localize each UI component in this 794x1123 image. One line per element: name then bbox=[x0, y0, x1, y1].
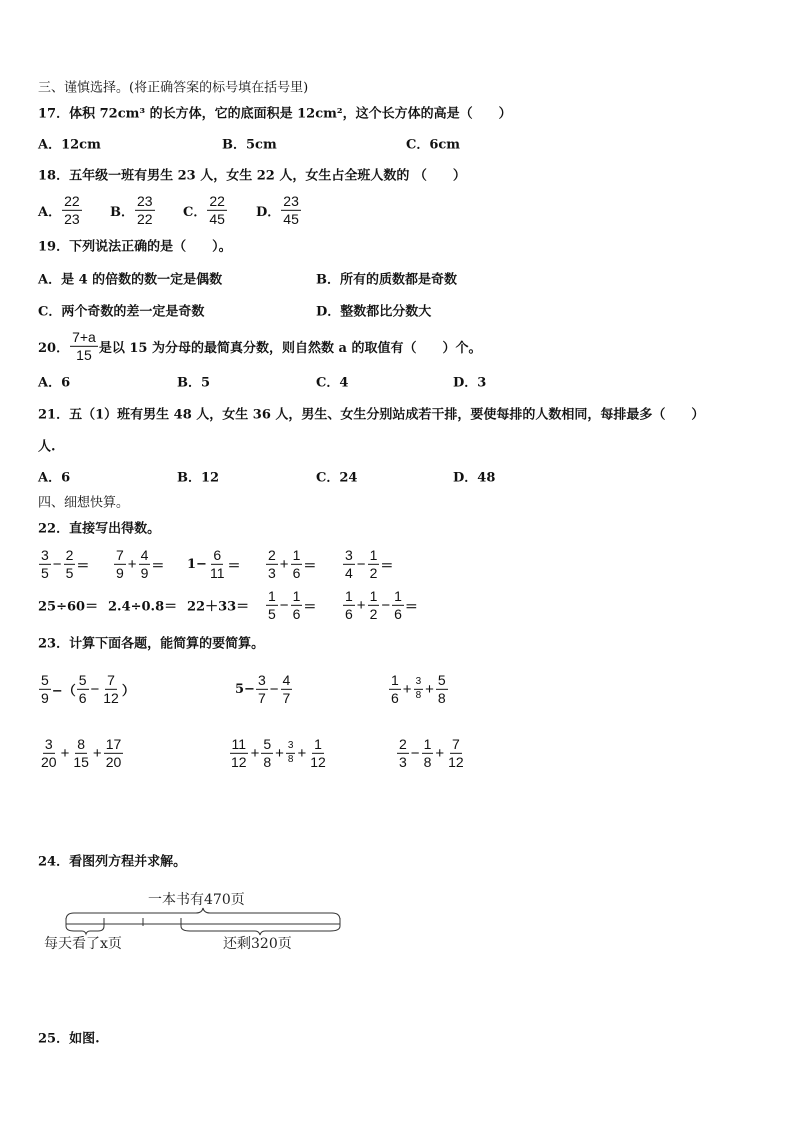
fraction bbox=[229, 737, 249, 769]
denominator: 45 bbox=[209, 210, 225, 227]
q22-item bbox=[38, 596, 98, 615]
text-run: A．6 bbox=[38, 470, 71, 486]
q23-stem bbox=[38, 633, 264, 652]
fraction bbox=[64, 548, 76, 580]
numerator: 17 bbox=[105, 735, 122, 752]
denominator: 12 bbox=[310, 753, 326, 770]
text-run: A．12cm bbox=[38, 137, 101, 153]
fraction bbox=[207, 194, 227, 226]
numerator: 1 bbox=[292, 587, 301, 604]
q18-option-b bbox=[110, 194, 156, 226]
numerator: 22 bbox=[209, 192, 225, 209]
numerator: 5 bbox=[78, 671, 87, 688]
text-run: C． bbox=[183, 204, 207, 220]
denominator: 12 bbox=[231, 753, 247, 770]
fraction bbox=[62, 194, 82, 226]
fraction bbox=[343, 548, 355, 580]
q20-option-a bbox=[38, 372, 70, 391]
text-run: A．6 bbox=[38, 375, 71, 391]
text-run: 24．看图列方程并求解。 bbox=[38, 854, 187, 870]
numerator: 4 bbox=[140, 546, 149, 563]
denominator: 12 bbox=[103, 689, 119, 706]
text-run: 是以 15 为分母的最简真分数，则自然数 a 的取值有（ ）个。 bbox=[98, 340, 482, 356]
denominator: 4 bbox=[345, 564, 353, 581]
operator: + bbox=[402, 680, 412, 698]
numerator: 1 bbox=[268, 587, 276, 604]
numerator: 6 bbox=[213, 546, 222, 563]
numerator: 5 bbox=[41, 671, 49, 688]
fraction bbox=[446, 737, 466, 769]
fraction bbox=[266, 548, 278, 580]
operator: + bbox=[60, 744, 70, 762]
denominator: 22 bbox=[137, 210, 153, 227]
denominator: 6 bbox=[394, 605, 402, 622]
operator: − bbox=[410, 744, 420, 762]
text-run: B．所有的质数都是奇数 bbox=[316, 272, 457, 288]
text-run: 17．体积 72cm³ 的长方体，它的底面积是 12cm²，这个长方体的高是（ ） bbox=[38, 106, 512, 122]
line-segment-diagram bbox=[30, 880, 360, 960]
segment-ticks bbox=[66, 918, 340, 926]
fraction bbox=[389, 673, 401, 705]
q17-option-c bbox=[406, 134, 460, 153]
numerator: 3 bbox=[414, 677, 424, 690]
denominator: 15 bbox=[73, 753, 89, 770]
q23-item bbox=[228, 737, 329, 769]
q21-stem-continued bbox=[38, 436, 56, 455]
denominator: 45 bbox=[283, 210, 299, 227]
numerator: 23 bbox=[283, 192, 299, 209]
denominator: 5 bbox=[268, 605, 276, 622]
q20-option-c bbox=[316, 372, 348, 391]
q23-item bbox=[396, 737, 467, 769]
text-run: 22＋33＝ bbox=[187, 599, 250, 615]
denominator: 9 bbox=[140, 564, 149, 581]
q23-item bbox=[235, 673, 293, 705]
text-run: A．是 4 的倍数的数一定是偶数 bbox=[38, 272, 223, 288]
q23-item bbox=[38, 673, 135, 705]
denominator: 5 bbox=[65, 564, 74, 581]
numerator: 7 bbox=[116, 546, 124, 563]
fraction bbox=[286, 741, 296, 765]
operator: + bbox=[92, 744, 102, 762]
numerator: 4 bbox=[282, 671, 291, 688]
text-run: 三、谨慎选择。(将正确答案的标号填在括号里) bbox=[38, 80, 309, 96]
operator: + bbox=[425, 680, 434, 698]
denominator: 7 bbox=[257, 689, 266, 706]
text-run: 人. bbox=[38, 439, 56, 455]
q19-option-d bbox=[316, 301, 431, 320]
operator: + bbox=[435, 744, 445, 762]
denominator: 23 bbox=[64, 210, 80, 227]
q20-option-b bbox=[177, 372, 210, 391]
q22-item bbox=[38, 548, 89, 580]
remaining-pages-label: 还剩320页 bbox=[223, 936, 292, 952]
denominator: 2 bbox=[369, 605, 378, 622]
text-run: C．两个奇数的差一定是奇数 bbox=[38, 304, 205, 320]
q18-option-a bbox=[38, 194, 83, 226]
q17-stem bbox=[38, 103, 512, 122]
operator: + bbox=[275, 744, 284, 762]
q22-stem bbox=[38, 518, 160, 537]
text-run: 1− bbox=[187, 556, 207, 572]
numerator: 11 bbox=[231, 735, 247, 752]
denominator: 20 bbox=[105, 753, 122, 770]
text-run: C．24 bbox=[316, 470, 358, 486]
denominator: 8 bbox=[287, 753, 294, 765]
denominator: 6 bbox=[78, 689, 87, 706]
denominator: 9 bbox=[116, 564, 124, 581]
denominator: 2 bbox=[369, 564, 378, 581]
q20-option-d bbox=[453, 372, 486, 391]
denominator: 15 bbox=[76, 346, 92, 363]
numerator: 2 bbox=[399, 735, 407, 752]
numerator: 23 bbox=[137, 192, 153, 209]
operator: − bbox=[90, 680, 100, 698]
q21-option-d bbox=[453, 467, 495, 486]
q19-stem bbox=[38, 236, 232, 255]
numerator: 5 bbox=[437, 671, 446, 688]
text-run: D．整数都比分数大 bbox=[316, 304, 432, 320]
q22-item bbox=[187, 596, 249, 615]
fraction bbox=[139, 548, 151, 580]
q19-option-c bbox=[38, 301, 204, 320]
fraction bbox=[291, 589, 303, 621]
fraction bbox=[135, 194, 155, 226]
numerator: 3 bbox=[345, 546, 353, 563]
numerator: 1 bbox=[345, 587, 353, 604]
text-run: −（ bbox=[51, 683, 76, 699]
denominator: 11 bbox=[209, 564, 225, 581]
text-run: C．6cm bbox=[406, 137, 461, 153]
remain-brace bbox=[181, 926, 340, 935]
fraction bbox=[343, 589, 355, 621]
fraction bbox=[368, 548, 380, 580]
q22-item bbox=[113, 548, 164, 580]
q18-stem bbox=[38, 165, 466, 184]
text-run: B． bbox=[110, 204, 134, 220]
text-run: ＝ bbox=[151, 558, 165, 574]
text-run: ＝ bbox=[227, 558, 241, 574]
q18-option-d bbox=[256, 194, 302, 226]
text-run: B．12 bbox=[177, 470, 220, 486]
numerator: 1 bbox=[423, 735, 432, 752]
q20-stem bbox=[38, 330, 481, 362]
fraction bbox=[70, 330, 98, 362]
fraction bbox=[77, 673, 89, 705]
denominator: 3 bbox=[399, 753, 407, 770]
q18-option-c bbox=[183, 194, 228, 226]
text-run: B．5 bbox=[177, 375, 211, 391]
text-run: D．48 bbox=[453, 470, 496, 486]
q17-option-a bbox=[38, 134, 101, 153]
denominator: 5 bbox=[41, 564, 49, 581]
operator: − bbox=[356, 555, 366, 573]
operator: + bbox=[356, 596, 366, 614]
fraction bbox=[101, 673, 121, 705]
fraction bbox=[291, 548, 303, 580]
denominator: 9 bbox=[41, 689, 49, 706]
q21-option-b bbox=[177, 467, 219, 486]
text-run: D． bbox=[256, 204, 281, 220]
numerator: 3 bbox=[257, 671, 266, 688]
numerator: 2 bbox=[268, 546, 276, 563]
text-run: D．3 bbox=[453, 375, 487, 391]
text-run: B．5cm bbox=[222, 137, 277, 153]
denominator: 3 bbox=[268, 564, 276, 581]
numerator: 5 bbox=[263, 735, 272, 752]
text-run: ＝ bbox=[303, 599, 317, 615]
denominator: 7 bbox=[282, 689, 291, 706]
denominator: 12 bbox=[448, 753, 464, 770]
q24-stem bbox=[38, 851, 186, 870]
fraction bbox=[397, 737, 409, 769]
denominator: 20 bbox=[41, 753, 57, 770]
numerator: 3 bbox=[44, 735, 53, 752]
text-run: 19．下列说法正确的是（ ）。 bbox=[38, 239, 232, 255]
daily-brace bbox=[66, 926, 104, 934]
fraction bbox=[392, 589, 404, 621]
numerator: 1 bbox=[292, 546, 301, 563]
q22-item bbox=[265, 589, 316, 621]
operator: + bbox=[127, 555, 137, 573]
text-run: 20． bbox=[38, 340, 70, 356]
q22-item bbox=[342, 548, 393, 580]
q22-item bbox=[342, 589, 418, 621]
fraction bbox=[281, 673, 293, 705]
operator: + bbox=[279, 555, 289, 573]
operator: − bbox=[269, 680, 279, 698]
text-run: 5− bbox=[235, 681, 255, 697]
text-run: ＝ bbox=[380, 558, 394, 574]
text-run: 2.4÷0.8＝ bbox=[108, 599, 178, 615]
q23-item bbox=[38, 737, 124, 769]
fraction bbox=[39, 673, 51, 705]
fraction bbox=[104, 737, 124, 769]
fraction bbox=[266, 589, 278, 621]
numerator: 8 bbox=[77, 735, 86, 752]
q21-option-a bbox=[38, 467, 70, 486]
denominator: 6 bbox=[391, 689, 399, 706]
text-run: 23．计算下面各题，能简算的要简算。 bbox=[38, 636, 265, 652]
operator: + bbox=[250, 744, 260, 762]
q22-item bbox=[187, 548, 241, 580]
q22-item bbox=[108, 596, 177, 615]
fraction bbox=[422, 737, 434, 769]
total-pages-label: 一本书有470页 bbox=[148, 892, 245, 908]
fraction bbox=[39, 737, 59, 769]
numerator: 1 bbox=[369, 546, 378, 563]
operator: + bbox=[297, 744, 307, 762]
numerator: 7 bbox=[107, 671, 115, 688]
denominator: 8 bbox=[263, 753, 272, 770]
top-brace bbox=[66, 908, 340, 920]
text-run: ＝ bbox=[404, 599, 418, 615]
numerator: 2 bbox=[65, 546, 74, 563]
fraction bbox=[436, 673, 448, 705]
denominator: 6 bbox=[345, 605, 353, 622]
q25-stem bbox=[38, 1028, 100, 1047]
text-run: 18．五年级一班有男生 23 人，女生 22 人，女生占全班人数的 （ ） bbox=[38, 168, 466, 184]
text-run: 25．如图. bbox=[38, 1031, 100, 1047]
text-run: ＝ bbox=[76, 558, 90, 574]
q22-item bbox=[265, 548, 316, 580]
q19-option-b bbox=[316, 269, 457, 288]
text-run: ） bbox=[121, 683, 135, 699]
text-run: A． bbox=[38, 204, 62, 220]
q17-option-b bbox=[222, 134, 277, 153]
operator: − bbox=[279, 596, 289, 614]
fraction bbox=[39, 548, 51, 580]
denominator: 8 bbox=[437, 689, 446, 706]
fraction bbox=[414, 677, 424, 701]
operator: − bbox=[381, 596, 391, 614]
denominator: 6 bbox=[292, 564, 301, 581]
fraction bbox=[368, 589, 380, 621]
numerator: 3 bbox=[41, 546, 49, 563]
denominator: 8 bbox=[423, 753, 432, 770]
text-run: C．4 bbox=[316, 375, 349, 391]
fraction bbox=[308, 737, 328, 769]
fraction bbox=[114, 548, 126, 580]
text-run: 21．五（1）班有男生 48 人，女生 36 人，男生、女生分别站成若干排，要使每排的人数相同，每排最多（ ） bbox=[38, 407, 705, 423]
daily-pages-label: 每天看了x页 bbox=[44, 936, 122, 952]
section-3-title bbox=[38, 77, 308, 96]
fraction bbox=[208, 548, 227, 580]
fraction bbox=[281, 194, 301, 226]
text-run: ＝ bbox=[303, 558, 317, 574]
fraction bbox=[71, 737, 91, 769]
numerator: 1 bbox=[369, 587, 378, 604]
numerator: 1 bbox=[391, 671, 399, 688]
text-run: 22．直接写出得数。 bbox=[38, 521, 161, 537]
operator: − bbox=[52, 555, 62, 573]
numerator: 1 bbox=[314, 735, 322, 752]
text-run: 四、细想快算。 bbox=[38, 495, 130, 511]
denominator: 6 bbox=[292, 605, 301, 622]
numerator: 3 bbox=[286, 741, 296, 754]
numerator: 22 bbox=[64, 192, 80, 209]
numerator: 7+a bbox=[72, 328, 96, 345]
numerator: 7 bbox=[452, 735, 460, 752]
numerator: 1 bbox=[394, 587, 402, 604]
fraction bbox=[256, 673, 268, 705]
q21-stem bbox=[38, 404, 704, 423]
text-run: 25÷60＝ bbox=[38, 599, 99, 615]
q19-option-a bbox=[38, 269, 222, 288]
section-4-title bbox=[38, 492, 129, 511]
q23-item bbox=[388, 673, 449, 705]
fraction bbox=[261, 737, 273, 769]
denominator: 8 bbox=[415, 689, 422, 701]
q21-option-c bbox=[316, 467, 357, 486]
